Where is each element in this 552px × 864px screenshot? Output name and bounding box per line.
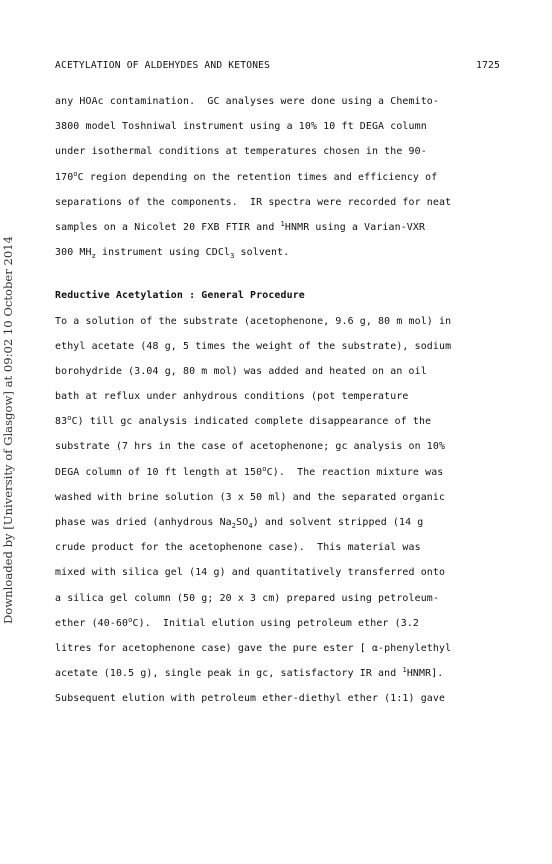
text-line xyxy=(55,215,500,240)
text-span: phase was dried (anhydrous $Na_2SO_4$) and solvent stripped (14 g xyxy=(55,517,424,530)
text-line xyxy=(55,636,500,661)
text-line xyxy=(55,384,500,409)
text-span: under isothermal conditions at temperatures chosen in the 90- xyxy=(55,146,427,158)
text-span: any HOAc contamination. GC analyses were done using a Chemito- xyxy=(55,96,440,107)
text-line xyxy=(55,114,500,139)
text-span: acetate (10.5 g), single peak in gc, satisfactory IR and $^1$HNMR]. xyxy=(55,666,444,680)
text-line xyxy=(55,309,500,334)
text-line xyxy=(55,586,500,611)
text-span: Subsequent elution with petroleum ether-diethyl ether (1:1) gave xyxy=(55,693,446,705)
text-span: 300 $MH_z$ instrument using CDCl$_3$ solvent. xyxy=(55,247,290,261)
text-span: ethyl acetate (48 g, 5 times the weight of the substrate), sodium xyxy=(55,340,452,352)
text-line xyxy=(55,139,500,164)
text-line xyxy=(55,165,500,190)
text-span: borohydride (3.04 g, 80 m mol) was added and heated on an oil xyxy=(55,365,427,377)
text-span: mixed with silica gel (14 g) and quantitatively transferred onto xyxy=(55,567,446,579)
text-line xyxy=(55,686,500,711)
text-span: washed with brine solution (3 x 50 ml) and the separated organic xyxy=(55,491,446,503)
text-line xyxy=(55,89,500,114)
text-span: To a solution of the substrate (acetophenone, 9.6 g, 80 m mol) in xyxy=(55,315,452,327)
text-span: samples on a Nicolet 20 FXB FTIR and $^1$HNMR using a Varian-VXR xyxy=(55,219,426,233)
text-span: bath at reflux under anhydrous conditions (pot temperature xyxy=(55,391,409,403)
text-span: 83$^o$C) till gc analysis indicated complete disappearance of the xyxy=(55,414,432,428)
text-line xyxy=(55,485,500,510)
text-span: ether (40-60$^o$C). Initial elution using petroleum ether (3.2 xyxy=(55,615,420,629)
text-span: 3800 model Toshniwal instrument using a 10% 10 ft DEGA column xyxy=(55,121,427,133)
text-span: substrate (7 hrs in the case of acetophenone; gc analysis on 10% xyxy=(55,441,446,453)
text-span: DEGA column of 10 ft length at 150$^o$C). The reaction mixture was xyxy=(55,464,444,478)
page-body xyxy=(55,89,500,712)
text-line xyxy=(55,661,500,686)
section-heading: Reductive Acetylation : General Procedure xyxy=(55,290,305,302)
page-number: 1725 xyxy=(476,60,500,71)
text-span: crude product for the acetophenone case). This material was xyxy=(55,542,421,554)
text-line xyxy=(55,460,500,485)
text-line xyxy=(55,535,500,560)
running-header xyxy=(55,60,500,71)
download-notice: Downloaded by [University of Glasgow] at 09:02 10 October 2014 xyxy=(1,235,15,625)
text-line xyxy=(55,611,500,636)
header-title: ACETYLATION OF ALDEHYDES AND KETONES xyxy=(55,60,271,71)
text-line xyxy=(55,560,500,585)
text-line xyxy=(55,240,500,265)
text-line xyxy=(55,334,500,359)
download-watermark xyxy=(0,0,16,864)
text-span: separations of the components. IR spectra were recorded for neat xyxy=(55,196,452,208)
text-span: 170$^o$C region depending on the retention times and efficiency of xyxy=(55,169,438,183)
text-span: a silica gel column (50 g; 20 x 3 cm) prepared using petroleum- xyxy=(55,592,440,604)
text-span: litres for acetophenone case) gave the pure ester [ α-phenylethyl xyxy=(55,642,452,654)
text-line xyxy=(55,409,500,434)
text-line xyxy=(55,510,500,535)
text-line xyxy=(55,190,500,215)
text-line xyxy=(55,359,500,384)
text-line xyxy=(55,434,500,459)
